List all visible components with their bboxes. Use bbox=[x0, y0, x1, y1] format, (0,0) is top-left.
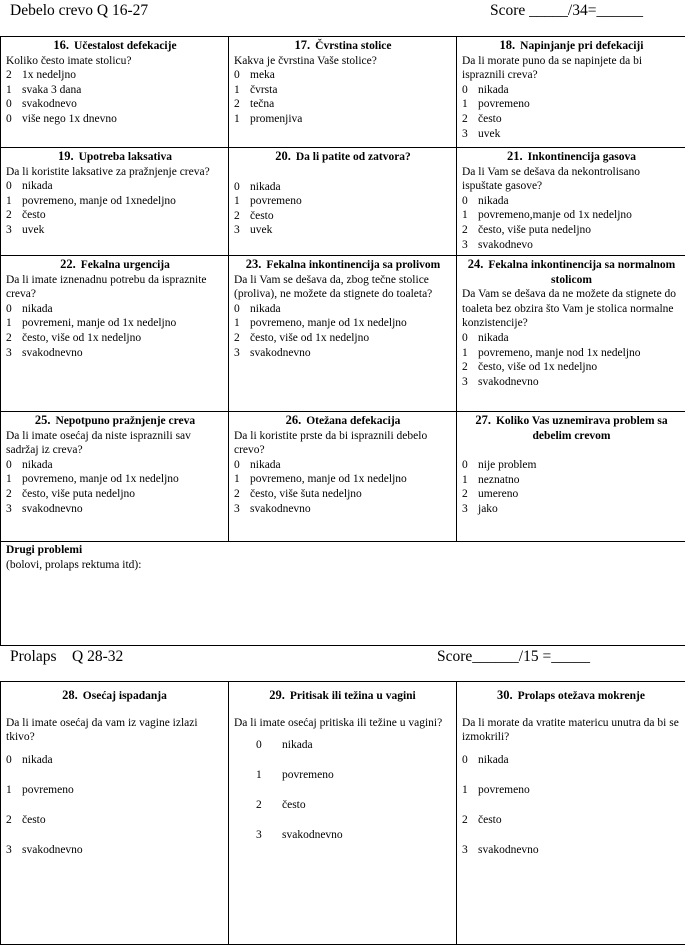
answer-option[interactable] bbox=[234, 331, 452, 346]
answer-option[interactable] bbox=[6, 331, 224, 346]
option-score: 2 bbox=[6, 331, 12, 344]
answer-option[interactable] bbox=[234, 828, 451, 843]
option-label: svakodnevno bbox=[22, 502, 83, 515]
option-score: 1 bbox=[256, 769, 262, 782]
answer-option[interactable] bbox=[462, 360, 681, 375]
answer-option[interactable] bbox=[234, 346, 452, 361]
question-number: 18. bbox=[499, 38, 516, 52]
option-label: povremeno bbox=[478, 783, 530, 796]
option-label: tečna bbox=[250, 98, 275, 111]
answer-option[interactable] bbox=[462, 458, 681, 473]
answer-option[interactable] bbox=[462, 473, 681, 488]
option-label: svakodnevno bbox=[250, 502, 311, 515]
answer-option[interactable] bbox=[6, 487, 224, 502]
option-label: nikada bbox=[22, 458, 53, 471]
question-title bbox=[234, 38, 452, 54]
question-text: Da li Vam se dešava da nekontrolisano ispuštate gasove? bbox=[462, 165, 640, 193]
option-score: 3 bbox=[234, 346, 240, 359]
option-score: 1 bbox=[462, 783, 468, 796]
section-title: Prolaps Q 28-32 bbox=[10, 648, 124, 665]
option-score: 0 bbox=[234, 302, 240, 315]
question-title bbox=[6, 38, 224, 54]
option-score: 3 bbox=[234, 224, 240, 237]
question-row bbox=[1, 256, 685, 412]
option-score: 2 bbox=[6, 487, 12, 500]
option-score: 0 bbox=[234, 180, 240, 193]
option-label: uvek bbox=[22, 223, 45, 236]
answer-option[interactable] bbox=[6, 208, 224, 223]
answer-option[interactable] bbox=[234, 209, 452, 224]
option-label: svakodnevo bbox=[478, 238, 533, 251]
answer-option[interactable] bbox=[6, 316, 224, 331]
option-label: povremeno, manje od 1x nedeljno bbox=[250, 473, 407, 486]
option-score: 1 bbox=[462, 346, 468, 359]
answer-option[interactable] bbox=[6, 346, 224, 361]
option-score: 2 bbox=[234, 487, 240, 500]
question-text: Kakva je čvrstina Vaše stolice? bbox=[234, 54, 377, 67]
option-score: 0 bbox=[462, 459, 468, 472]
answer-option[interactable] bbox=[462, 783, 680, 798]
answer-option[interactable] bbox=[462, 223, 681, 238]
option-label: svakodnevno bbox=[250, 346, 311, 359]
answer-option[interactable] bbox=[234, 223, 452, 238]
question-cell[interactable] bbox=[229, 256, 457, 412]
option-label: često, više šuta nedeljno bbox=[250, 487, 362, 500]
option-score: 3 bbox=[6, 844, 12, 857]
question-number: 27. bbox=[475, 413, 491, 427]
option-label: nikada bbox=[478, 83, 509, 96]
answer-option[interactable] bbox=[234, 502, 452, 517]
option-score: 1 bbox=[6, 473, 12, 486]
option-score: 3 bbox=[462, 127, 468, 140]
option-label: nikada bbox=[478, 753, 509, 766]
option-score: 1 bbox=[6, 317, 12, 330]
question-number: 19. bbox=[57, 149, 74, 163]
answer-option[interactable] bbox=[462, 753, 680, 768]
option-score: 2 bbox=[6, 813, 12, 826]
answer-option[interactable] bbox=[234, 83, 452, 98]
question-title bbox=[462, 149, 681, 165]
option-score: 0 bbox=[234, 458, 240, 471]
question-cell[interactable] bbox=[457, 256, 685, 412]
answer-option[interactable] bbox=[462, 843, 680, 858]
question-number: 20. bbox=[275, 149, 291, 163]
question-number: 24. bbox=[467, 257, 484, 271]
answer-option[interactable] bbox=[234, 316, 452, 331]
answer-option[interactable] bbox=[234, 458, 452, 473]
option-label: uvek bbox=[250, 224, 273, 237]
question-number: 29. bbox=[269, 688, 285, 702]
option-label: nikada bbox=[22, 753, 53, 766]
option-score: 2 bbox=[234, 98, 240, 111]
option-score: 0 bbox=[6, 302, 12, 315]
other-problems-title: Drugi problemi bbox=[6, 544, 83, 556]
option-label: povremeno, manje od 1x nedeljno bbox=[22, 473, 179, 486]
question-row bbox=[1, 412, 685, 542]
answer-option[interactable] bbox=[234, 302, 452, 317]
option-label: često, više od 1x nedeljno bbox=[22, 331, 142, 344]
question-title-text: Inkontinencija gasova bbox=[527, 151, 636, 163]
option-label: povremeno bbox=[478, 98, 530, 111]
option-score: 2 bbox=[462, 223, 468, 236]
question-number: 22. bbox=[60, 257, 76, 271]
question-title bbox=[462, 38, 681, 54]
question-cell[interactable] bbox=[229, 412, 457, 542]
question-number: 25. bbox=[34, 413, 51, 427]
answer-option[interactable] bbox=[6, 472, 224, 487]
answer-option[interactable] bbox=[234, 180, 452, 195]
option-score: 3 bbox=[6, 346, 12, 359]
answer-option[interactable] bbox=[462, 83, 681, 98]
option-score: 1 bbox=[234, 112, 240, 125]
answer-option[interactable] bbox=[462, 375, 681, 390]
option-score: 2 bbox=[462, 813, 468, 826]
question-title-text: Nepotpuno pražnjenje creva bbox=[55, 415, 196, 427]
option-label: uvek bbox=[478, 127, 501, 140]
question-title-text: Fekalna inkontinencija sa normalnom stolicom bbox=[488, 259, 676, 286]
question-number: 30. bbox=[497, 688, 513, 702]
score-field[interactable]: Score______/15 =_____ bbox=[437, 648, 590, 665]
option-label: neznatno bbox=[478, 473, 520, 486]
option-score: 1 bbox=[234, 473, 240, 486]
option-label: svakodnevno bbox=[282, 829, 343, 842]
option-label: povremeno bbox=[250, 195, 302, 208]
question-title bbox=[462, 688, 680, 704]
other-problems-subtitle: (bolovi, prolaps rektuma itd): bbox=[6, 558, 142, 571]
question-title-text: Pritisak ili težina u vagini bbox=[289, 690, 416, 702]
answer-option[interactable] bbox=[6, 813, 223, 828]
answer-option[interactable] bbox=[234, 768, 451, 783]
option-score: 1 bbox=[234, 83, 240, 96]
option-score: 0 bbox=[6, 458, 12, 471]
answer-option[interactable] bbox=[462, 331, 681, 346]
answer-option[interactable] bbox=[6, 68, 224, 83]
option-score: 3 bbox=[6, 223, 12, 236]
question-title bbox=[462, 257, 681, 287]
option-score: 0 bbox=[234, 69, 240, 82]
question-text: Da li koristite laksative za pražnjenje creva? bbox=[6, 165, 210, 178]
answer-option[interactable] bbox=[6, 783, 223, 798]
option-score: 3 bbox=[462, 502, 468, 515]
option-score: 0 bbox=[6, 98, 12, 111]
other-problems-box[interactable] bbox=[1, 542, 685, 646]
question-number: 21. bbox=[507, 149, 523, 163]
option-score: 2 bbox=[256, 799, 262, 812]
question-number: 16. bbox=[53, 38, 70, 52]
question-cell[interactable] bbox=[1, 37, 229, 148]
question-text bbox=[462, 443, 681, 458]
option-score: 3 bbox=[462, 238, 468, 251]
option-label: često bbox=[22, 813, 46, 826]
answer-option[interactable] bbox=[6, 753, 223, 768]
answer-option[interactable] bbox=[234, 738, 451, 753]
answer-option[interactable] bbox=[462, 487, 681, 502]
question-title-text: Da li patite od zatvora? bbox=[295, 151, 411, 163]
option-label: često bbox=[22, 209, 46, 222]
question-cell[interactable] bbox=[229, 148, 457, 256]
question-title bbox=[6, 413, 224, 429]
option-label: nikada bbox=[22, 180, 53, 193]
question-cell[interactable] bbox=[457, 148, 685, 256]
answer-option[interactable] bbox=[6, 97, 224, 112]
score-field[interactable]: Score _____/34=______ bbox=[490, 2, 643, 19]
option-score: 0 bbox=[462, 753, 468, 766]
option-score: 1 bbox=[462, 98, 468, 111]
question-text bbox=[234, 165, 452, 180]
question-text: Da li Vam se dešava da, zbog tečne stolice (proliva), ne možete da stignete do toaleta? bbox=[234, 273, 433, 301]
option-label: nikada bbox=[478, 194, 509, 207]
option-score: 2 bbox=[234, 209, 240, 222]
answer-option[interactable] bbox=[234, 68, 452, 83]
option-label: nikada bbox=[478, 331, 509, 344]
question-title-text: Otežana defekacija bbox=[306, 415, 401, 427]
option-label: često, više puta nedeljno bbox=[22, 487, 136, 500]
answer-option[interactable] bbox=[234, 194, 452, 209]
prolaps-questions-table bbox=[0, 681, 685, 945]
option-label: svakodnevno bbox=[22, 346, 83, 359]
option-label: nikada bbox=[282, 739, 313, 752]
option-label: povremeno bbox=[22, 783, 74, 796]
question-text: Koliko često imate stolicu? bbox=[6, 54, 132, 67]
answer-option[interactable] bbox=[6, 458, 224, 473]
question-cell[interactable] bbox=[1, 148, 229, 256]
option-label: promenjiva bbox=[250, 112, 303, 125]
question-title bbox=[6, 257, 224, 273]
option-label: često bbox=[478, 813, 502, 826]
option-score: 1 bbox=[6, 194, 12, 207]
option-label: često, više od 1x nedeljno bbox=[250, 331, 370, 344]
option-score: 3 bbox=[256, 829, 262, 842]
colon-questions-table bbox=[0, 36, 685, 646]
section-header-colon bbox=[10, 2, 675, 22]
section-title: Debelo crevo Q 16-27 bbox=[10, 2, 149, 19]
question-title-text: Napinjanje pri defekaciji bbox=[520, 40, 644, 52]
option-score: 1 bbox=[6, 783, 12, 796]
option-score: 2 bbox=[462, 361, 468, 374]
option-score: 1 bbox=[6, 83, 12, 96]
answer-option[interactable] bbox=[462, 238, 681, 253]
question-text: Da li morate da vratite matericu unutra da bi se izmokrili? bbox=[462, 716, 679, 744]
question-title-text: Upotreba laksativa bbox=[78, 151, 173, 163]
question-number: 28. bbox=[62, 688, 78, 702]
option-label: svakodnevno bbox=[478, 375, 539, 388]
option-score: 2 bbox=[462, 112, 468, 125]
question-row bbox=[1, 37, 685, 148]
question-title bbox=[234, 257, 452, 273]
answer-option[interactable] bbox=[234, 798, 451, 813]
answer-option[interactable] bbox=[6, 83, 224, 98]
option-label: jako bbox=[478, 502, 498, 515]
question-number: 17. bbox=[294, 38, 311, 52]
answer-option[interactable] bbox=[462, 97, 681, 112]
answer-option[interactable] bbox=[6, 223, 224, 238]
answer-option[interactable] bbox=[462, 112, 681, 127]
section-header-prolaps bbox=[10, 648, 675, 668]
option-label: svakodnevno bbox=[22, 844, 83, 857]
option-score: 2 bbox=[6, 69, 12, 82]
answer-option[interactable] bbox=[234, 487, 452, 502]
question-text: Da li imate osećaj da niste ispraznili sav sadržaj iz creva? bbox=[6, 429, 191, 457]
question-text: Da li imate iznenadnu potrebu da ispraznite creva? bbox=[6, 273, 207, 301]
answer-option[interactable] bbox=[462, 127, 681, 142]
question-cell[interactable] bbox=[457, 682, 685, 945]
option-score: 3 bbox=[6, 502, 12, 515]
option-score: 0 bbox=[6, 112, 12, 125]
question-text: Da Vam se dešava da ne možete da stignete do toaleta bez obzira što Vam je stolica normalne konzistencije? bbox=[462, 288, 677, 330]
option-score: 0 bbox=[462, 194, 468, 207]
option-label: svaka 3 dana bbox=[22, 83, 82, 96]
answer-option[interactable] bbox=[234, 112, 452, 127]
option-label: nije problem bbox=[478, 459, 537, 472]
option-label: nikada bbox=[250, 458, 281, 471]
question-row bbox=[1, 148, 685, 256]
option-label: povremeno,manje od 1x nedeljno bbox=[478, 209, 632, 222]
option-score: 3 bbox=[462, 375, 468, 388]
option-label: nikada bbox=[250, 302, 281, 315]
question-title bbox=[6, 149, 224, 165]
option-score: 2 bbox=[6, 209, 12, 222]
option-score: 0 bbox=[256, 739, 262, 752]
option-score: 1 bbox=[234, 317, 240, 330]
option-label: često bbox=[478, 112, 502, 125]
option-score: 1 bbox=[234, 195, 240, 208]
option-label: često, više od 1x nedeljno bbox=[478, 361, 598, 374]
answer-option[interactable] bbox=[6, 302, 224, 317]
answer-option[interactable] bbox=[6, 843, 223, 858]
answer-option[interactable] bbox=[6, 194, 224, 209]
question-title-text: Osećaj ispadanja bbox=[82, 690, 167, 702]
option-score: 1 bbox=[462, 209, 468, 222]
question-cell[interactable] bbox=[1, 256, 229, 412]
option-label: često bbox=[282, 799, 306, 812]
question-title-text: Fekalna urgencija bbox=[80, 259, 170, 271]
option-label: povremeno, manje od 1xnedeljno bbox=[22, 194, 176, 207]
question-title bbox=[6, 688, 223, 704]
question-title bbox=[234, 688, 451, 704]
question-title-text: Čvrstina stolice bbox=[315, 40, 392, 52]
question-cell[interactable] bbox=[1, 682, 229, 945]
question-title-text: Prolaps otežava mokrenje bbox=[517, 690, 645, 702]
option-score: 0 bbox=[6, 180, 12, 193]
option-label: više nego 1x dnevno bbox=[22, 112, 117, 125]
option-score: 2 bbox=[234, 331, 240, 344]
answer-option[interactable] bbox=[462, 194, 681, 209]
option-label: povremeni, manje od 1x nedeljno bbox=[22, 317, 177, 330]
answer-option[interactable] bbox=[234, 472, 452, 487]
question-number: 23. bbox=[245, 257, 262, 271]
question-cell[interactable] bbox=[229, 37, 457, 148]
question-title bbox=[234, 413, 452, 429]
option-label: svakodnevo bbox=[22, 98, 77, 111]
question-title-text: Koliko Vas uznemirava problem sa debelim crevom bbox=[495, 415, 668, 442]
answer-option[interactable] bbox=[462, 346, 681, 361]
question-title-text: Učestalost defekacije bbox=[74, 40, 177, 52]
answer-option[interactable] bbox=[6, 502, 224, 517]
question-cell[interactable] bbox=[229, 682, 457, 945]
option-label: umereno bbox=[478, 488, 519, 501]
question-row bbox=[1, 682, 685, 945]
option-label: svakodnevno bbox=[478, 844, 539, 857]
option-label: često, više puta nedeljno bbox=[478, 223, 592, 236]
question-text: Da li koristite prste da bi ispraznili debelo crevo? bbox=[234, 429, 428, 457]
option-label: nikada bbox=[250, 180, 281, 193]
option-score: 0 bbox=[462, 331, 468, 344]
option-label: 1x nedeljno bbox=[22, 69, 76, 82]
answer-option[interactable] bbox=[462, 208, 681, 223]
option-label: povremeno bbox=[282, 769, 334, 782]
question-title bbox=[234, 149, 452, 165]
option-score: 2 bbox=[462, 488, 468, 501]
option-score: 0 bbox=[6, 753, 12, 766]
option-score: 3 bbox=[462, 844, 468, 857]
question-cell[interactable] bbox=[457, 37, 685, 148]
answer-option[interactable] bbox=[234, 97, 452, 112]
question-cell[interactable] bbox=[1, 412, 229, 542]
option-score: 3 bbox=[234, 502, 240, 515]
option-score: 0 bbox=[462, 83, 468, 96]
question-title-text: Fekalna inkontinencija sa prolivom bbox=[266, 259, 441, 271]
option-label: povremeno, manje nod 1x nedeljno bbox=[478, 346, 641, 359]
option-label: čvrsta bbox=[250, 83, 278, 96]
question-cell[interactable] bbox=[457, 412, 685, 542]
option-label: meka bbox=[250, 69, 275, 82]
answer-option[interactable] bbox=[462, 502, 681, 517]
question-text: Da li imate osećaj da vam iz vagine izlazi tkivo? bbox=[6, 716, 198, 744]
question-text: Da li morate puno da se napinjete da bi ispraznili creva? bbox=[462, 54, 643, 82]
question-title bbox=[462, 413, 681, 443]
answer-option[interactable] bbox=[462, 813, 680, 828]
answer-option[interactable] bbox=[6, 112, 224, 127]
question-number: 26. bbox=[285, 413, 302, 427]
option-label: često bbox=[250, 209, 274, 222]
option-label: povremeno, manje od 1x nedeljno bbox=[250, 317, 407, 330]
option-score: 1 bbox=[462, 473, 468, 486]
option-label: nikada bbox=[22, 302, 53, 315]
question-text: Da li imate osećaj pritiska ili težine u vagini? bbox=[234, 716, 443, 729]
answer-option[interactable] bbox=[6, 179, 224, 194]
